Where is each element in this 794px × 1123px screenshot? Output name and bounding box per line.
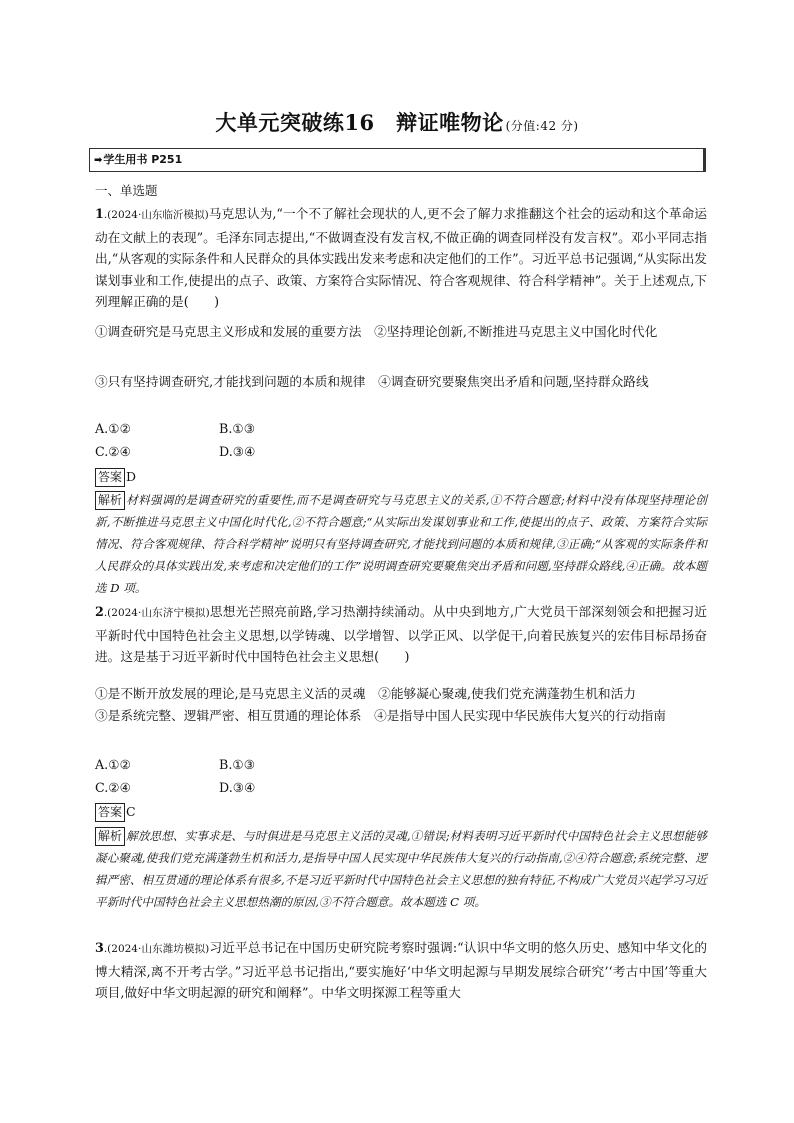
title-text: 大单元突破练16 辩证唯物论 <box>215 110 504 135</box>
question-1-stem <box>95 203 707 313</box>
question-2-statement-a: ①是不断开放发展的理论,是马克思主义活的灵魂 ②能够凝心聚魂,使我们党充满蓬勃生机和活力 <box>95 686 636 701</box>
question-number: 2 <box>95 604 104 619</box>
question-1-choice-b: B.①③ <box>219 421 256 436</box>
question-2-analysis <box>95 825 707 913</box>
question-1-statement-a: ①调查研究是马克思主义形成和发展的重要方法 ②坚持理论创新,不断推进马克思主义中国化时代化 <box>95 324 658 339</box>
question-number: 1 <box>95 206 104 221</box>
question-1-choice-d: D.③④ <box>219 444 256 459</box>
question-3-stem <box>95 937 707 1004</box>
analysis-text: 材料强调的是调查研究的重要性,而不是调查研究与马克思主义的关系,①不符合题意;材料中没有体现坚持理论创新,不断推进马克思主义中国化时代化,②不符合题意;“从实际出发谋划事业和工作,使提出的点子、政策、方案符合实际情况、符合客观规律、符合科学精神”说明只有坚持调查研究,才能找到问题的本质和规律,③正确;“从客观的实际条件和人民群众的具体实践出发,来考虑和决定他们的工作”说明调查研究要聚焦突出矛盾和问题,坚持群众路线,④正确。故本题选 D 项。 <box>95 493 707 595</box>
question-2-choice-a: A.①② <box>95 757 131 772</box>
question-2-answer <box>95 802 136 822</box>
question-2-choice-c: C.②④ <box>95 780 132 795</box>
question-text: 习近平总书记在中国历史研究院考察时强调:“认识中华文明的悠久历史、感知中华文化的博大精深,离不开考古学。”习近平总书记指出,“要实施好‘中华文明起源与早期发展综合研究’‘考古中国’等重大项目,做好中华文明起源的研究和阐释”。中华文明探源工程等重大 <box>95 940 708 1000</box>
question-2-statement-b: ③是系统完整、逻辑严密、相互贯通的理论体系 ④是指导中国人民实现中华民族伟大复兴的行动指南 <box>95 708 666 723</box>
question-2-choice-b: B.①③ <box>219 757 256 772</box>
question-1-answer <box>95 467 136 487</box>
question-source: .(2024·山东潍坊模拟) <box>103 943 210 955</box>
question-2-stem <box>95 601 707 668</box>
question-text: 马克思认为,“一个不了解社会现状的人,更不会了解力求推翻这个社会的运动和这个革命运动在文献上的表现”。毛泽东同志提出,“不做调查没有发言权,不做正确的调查同样没有发言权”。邓小平同志指出,“从客观的实际条件和人民群众的具体实践出发来考虑和决定他们的工作”。习近平总书记强调,“从实际出发谋划事业和工作,使提出的点子、政策、方案符合实际情况、符合客观规律、符合科学精神”。关于上述观点,下列理解正确的是( ) <box>95 206 707 309</box>
question-1-analysis <box>95 489 707 599</box>
answer-value: D <box>126 469 137 484</box>
analysis-label: 解析 <box>95 491 125 510</box>
page-title <box>0 107 794 137</box>
question-source: .(2024·山东临沂模拟) <box>103 209 209 221</box>
question-text: 思想光芒照亮前路,学习热潮持续涌动。从中央到地方,广大党员干部深刻领会和把握习近平新时代中国特色社会主义思想,以学铸魂、以学增智、以学正风、以学促干,向着民族复兴的宏伟目标昂扬奋进。这是基于习近平新时代中国特色社会主义思想( ) <box>95 604 707 664</box>
analysis-text: 解放思想、实事求是、与时俱进是马克思主义活的灵魂,①错误;材料表明习近平新时代中国特色社会主义思想能够凝心聚魂,使我们党充满蓬勃生机和活力,是指导中国人民实现中华民族伟大复兴的行动指南,②④符合题意;系统完整、逻辑严密、相互贯通的理论体系有很多,不是习近平新时代中国特色社会主义思想的独有特征,不构成广大党员兴起学习习近平新时代中国特色社会主义思想热潮的原因,③不符合题意。故本题选 C 项。 <box>95 829 707 909</box>
question-source: .(2024·山东济宁模拟) <box>103 607 210 619</box>
section-title: 一、单选题 <box>95 183 158 198</box>
question-1-statement-b: ③只有坚持调查研究,才能找到问题的本质和规律 ④调查研究要聚焦突出矛盾和问题,坚持群众路线 <box>95 374 649 389</box>
question-1-choice-a: A.①② <box>95 421 131 436</box>
question-2-choice-d: D.③④ <box>219 780 256 795</box>
answer-label: 答案 <box>95 468 125 487</box>
analysis-label: 解析 <box>95 827 125 846</box>
question-1-choice-c: C.②④ <box>95 444 132 459</box>
score-note: (分值:42 分) <box>505 119 579 133</box>
book-reference-bar <box>89 148 706 172</box>
answer-label: 答案 <box>95 803 125 822</box>
arrow-icon: ➡ <box>94 155 103 166</box>
question-number: 3 <box>95 940 104 955</box>
answer-value: C <box>126 804 136 819</box>
book-reference: 学生用书 P251 <box>103 153 183 166</box>
